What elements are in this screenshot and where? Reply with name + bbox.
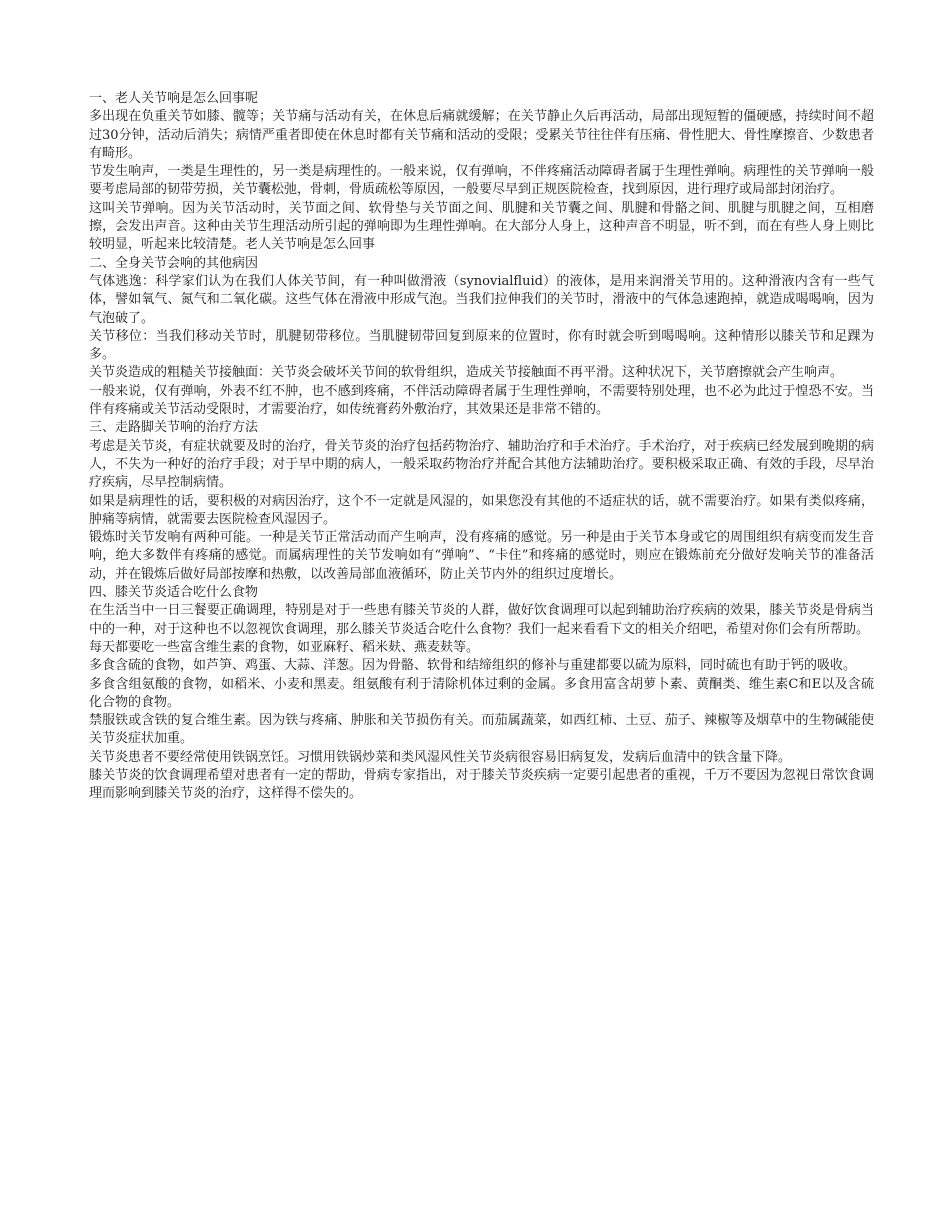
section-heading: 四、膝关节炎适合吃什么食物 — [89, 585, 259, 601]
paragraph: 节发生响声，一类是生理性的，另一类是病理性的。一般来说，仅有弹响，不伴疼痛活动障碍者属于生理性弹响。病理性的关节弹响一般要考虑局部的韧带劳损，关节囊松弛，骨刺，骨质疏松等原因，一般要尽早到正规医院检查，找到原因，进行理疗或局部封闭治疗。 — [89, 164, 874, 198]
document-body — [89, 90, 874, 804]
section-1 — [89, 90, 874, 255]
paragraph: 多食含组氨酸的食物，如稻米、小麦和黑麦。组氨酸有利于清除机体过剩的金属。多食用富含胡萝卜素、黄酮类、维生素C和E以及含硫化合物的食物。 — [89, 676, 874, 710]
section-2 — [89, 255, 874, 420]
paragraph: 多出现在负重关节如膝、髋等；关节痛与活动有关，在休息后痛就缓解；在关节静止久后再活动，局部出现短暂的僵硬感，持续时间不超过30分钟，活动后消失；病情严重者即使在休息时都有关节痛和活动的受限；受累关节往往伴有压痛、骨性肥大、骨性摩擦音、少数患者有畸形。 — [89, 109, 874, 161]
paragraph: 气体逃逸：科学家们认为在我们人体关节间，有一种叫做滑液（synovialfluid）的液体，是用来润滑关节用的。这种滑液内含有一些气体，譬如氧气、氮气和二氧化碳。这些气体在滑液中形成气泡。当我们拉伸我们的关节时，滑液中的气体急速跑掉，就造成喝喝响，因为气泡破了。 — [89, 273, 874, 326]
paragraph: 关节炎患者不要经常使用铁锅烹饪。习惯用铁锅炒菜和类风湿风性关节炎病很容易旧病复发，发病后血清中的铁含量下降。 — [89, 749, 792, 765]
section-3 — [89, 419, 874, 584]
paragraph: 关节移位：当我们移动关节时，肌腱韧带移位。当肌腱韧带回复到原来的位置时，你有时就会听到喝喝响。这种情形以膝关节和足踝为多。 — [89, 328, 874, 363]
section-heading: 一、老人关节响是怎么回事呢 — [89, 91, 259, 106]
paragraph: 膝关节炎的饮食调理希望对患者有一定的帮助，骨病专家指出，对于膝关节炎疾病一定要引起患者的重视，千万不要因为忽视日常饮食调理而影响到膝关节炎的治疗，这样得不偿失的。 — [89, 767, 874, 802]
paragraph: 每天都要吃一些富含维生素的食物，如亚麻籽、稻米麸、燕麦麸等。 — [89, 639, 480, 655]
paragraph: 锻炼时关节发响有两种可能。一种是关节正常活动而产生响声，没有疼痛的感觉。另一种是由于关节本身或它的周围组织有病变而发生音响，绝大多数伴有疼痛的感觉。而属病理性的关节发响如有“弹响”、“卡住”和疼痛的感觉时，则应在锻炼前充分做好发响关节的准备活动，并在锻炼后做好局部按摩和热敷，以改善局部血液循环，防止关节内外的组织过度增长。 — [89, 530, 874, 582]
paragraph: 如果是病理性的话，要积极的对病因治疗，这个不一定就是风湿的，如果您没有其他的不适症状的话，就不需要治疗。如果有类似疼痛，肿痛等病情，就需要去医院检查风湿因子。 — [89, 493, 874, 527]
paragraph: 这叫关节弹响。因为关节活动时，关节面之间、软骨垫与关节面之间、肌腱和关节囊之间、肌腱和骨骼之间、肌腱与肌腱之间，互相磨擦，会发出声音。这种由关节生理活动所引起的弹响即为生理性弹响。在大部分人身上，这种声音不明显，听不到，而在有些人身上则比较明显，听起来比较清楚。老人关节响是怎么回事 — [89, 200, 874, 253]
section-4 — [89, 584, 874, 804]
paragraph: 在生活当中一日三餐要正确调理，特别是对于一些患有膝关节炎的人群，做好饮食调理可以起到辅助治疗疾病的效果，膝关节炎是骨病当中的一种，对于这种也不以忽视饮食调理，那么膝关节炎适合吃什么食物？我们一起来看看下文的相关介绍吧，希望对你们会有所帮助。 — [89, 603, 874, 637]
paragraph: 多食含硫的食物，如芦笋、鸡蛋、大蒜、洋葱。因为骨骼、软骨和结缔组织的修补与重建都要以硫为原料，同时硫也有助于钙的吸收。 — [89, 658, 857, 674]
paragraph: 禁服铁或含铁的复合维生素。因为铁与疼痛、肿胀和关节损伤有关。而茄属蔬菜，如西红柿、土豆、茄子、辣椒等及烟草中的生物碱能使关节炎症状加重。 — [89, 713, 874, 747]
paragraph: 关节炎造成的粗糙关节接触面：关节炎会破坏关节间的软骨组织，造成关节接触面不再平滑。这种状况下，关节磨擦就会产生响声。 — [89, 365, 844, 381]
paragraph: 一般来说，仅有弹响，外表不红不肿，也不感到疼痛，不伴活动障碍者属于生理性弹响，不需要特别处理，也不必为此过于惶恐不安。当伴有疼痛或关节活动受限时，才需要治疗，如传统膏药外敷治疗，其效果还是非常不错的。 — [89, 383, 874, 418]
section-heading: 三、走路脚关节响的治疗方法 — [89, 420, 259, 436]
section-heading: 二、全身关节会响的其他病因 — [89, 255, 259, 271]
paragraph: 考虑是关节炎，有症状就要及时的治疗，骨关节炎的治疗包括药物治疗、辅助治疗和手术治疗。手术治疗，对于疾病已经发展到晚期的病人，不失为一种好的治疗手段；对于早中期的病人，一般采取药物治疗并配合其他方法辅助治疗。要积极采取正确、有效的手段，尽早治疗疾病，尽早控制病情。 — [89, 438, 874, 491]
